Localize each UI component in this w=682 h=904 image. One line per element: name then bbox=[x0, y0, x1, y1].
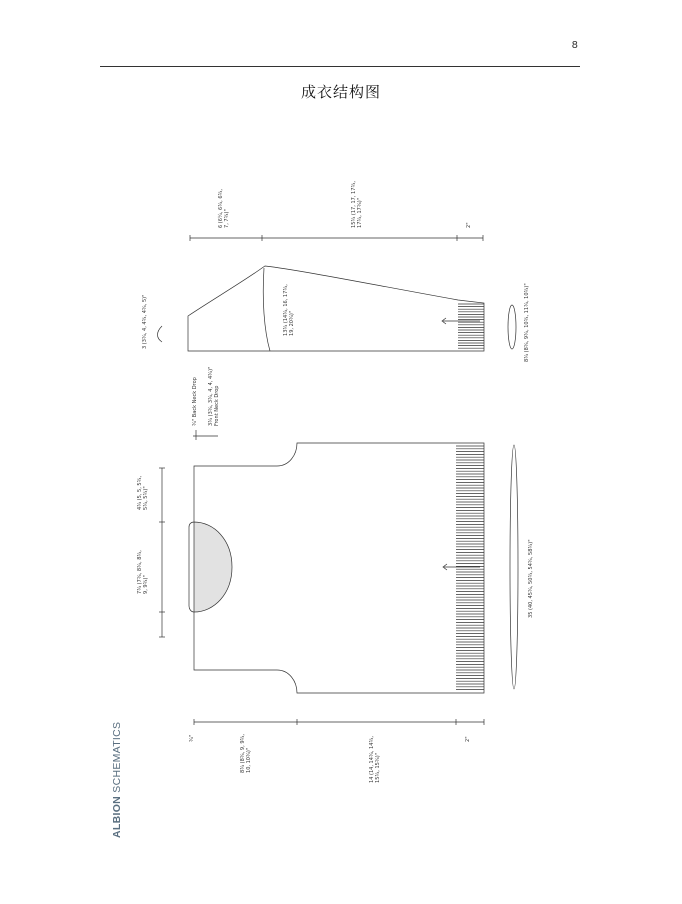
front-neck-drop-label: 3¾ (3¾, 3¾, 4, 4, 4¾)" Front Neck Drop bbox=[208, 366, 221, 426]
armhole-depth-label: 8¾ (8¾, 9, 9¾, 10, 10¾)" bbox=[240, 734, 253, 773]
cuff-circumference-label: 8¾ (8¾, 9¾, 10¾, 11¾, 10¾)" bbox=[524, 283, 530, 362]
sleeve-cap-height-label: 3 (3¾, 4, 4¾, 4¾, 5)" bbox=[142, 294, 148, 349]
neck-drop-dimension-line bbox=[193, 430, 218, 440]
back-neck-drop-label: ¾" Back Neck Drop bbox=[192, 377, 198, 426]
sleeve-cuff-ribbing bbox=[458, 304, 484, 348]
shoulder-width-label: 4¾ (5, 5, 5¾, 5¾, 5¾)" bbox=[137, 475, 150, 510]
cuff-circumference-ellipse bbox=[508, 305, 516, 349]
body-hem-ribbing bbox=[456, 446, 484, 690]
sleeve-cap-seam bbox=[263, 268, 270, 351]
body-circumference-ellipse bbox=[510, 445, 518, 689]
neck-width-label: 7¾ (7¾, 8¾, 8¾, 9, 9¾)" bbox=[137, 550, 150, 594]
body-outline bbox=[189, 443, 484, 693]
sleeve-length-label: 15¾ (17, 17, 17¾, 17¾, 17¾)" bbox=[351, 181, 364, 228]
page-number: 8 bbox=[571, 40, 578, 51]
brand-logo: ALBION SCHEMATICS bbox=[111, 721, 123, 838]
neck-opening bbox=[194, 522, 232, 612]
sleeve-outline bbox=[188, 266, 484, 351]
hem-edge-label: ¾" bbox=[189, 734, 195, 742]
cap-height-arc bbox=[158, 326, 163, 342]
hem-ribbing-length-label: 2" bbox=[465, 736, 471, 742]
upper-arm-width-label: 13¾ (14¾, 16, 17¾, 19, 20¾)" bbox=[283, 284, 296, 336]
body-circumference-label: 35 (40, 45¾, 50¾, 54¾, 58¾)" bbox=[528, 539, 534, 618]
body-left-dimension-line bbox=[159, 468, 165, 637]
sleeve-cap-width-label: 6 (6¼, 6¾, 6¾, 7, 7¾)" bbox=[218, 189, 231, 228]
sleeve-top-dimension-line bbox=[190, 235, 483, 241]
sleeve-cuff-length-label: 2" bbox=[466, 222, 472, 228]
sleeve-direction-arrow bbox=[442, 318, 480, 324]
body-bottom-dimension-line bbox=[194, 719, 484, 725]
side-length-label: 14 (14, 14¾, 14¾, 15¾, 15¾)" bbox=[369, 736, 382, 783]
page-title: 成衣结构图 bbox=[300, 83, 381, 101]
